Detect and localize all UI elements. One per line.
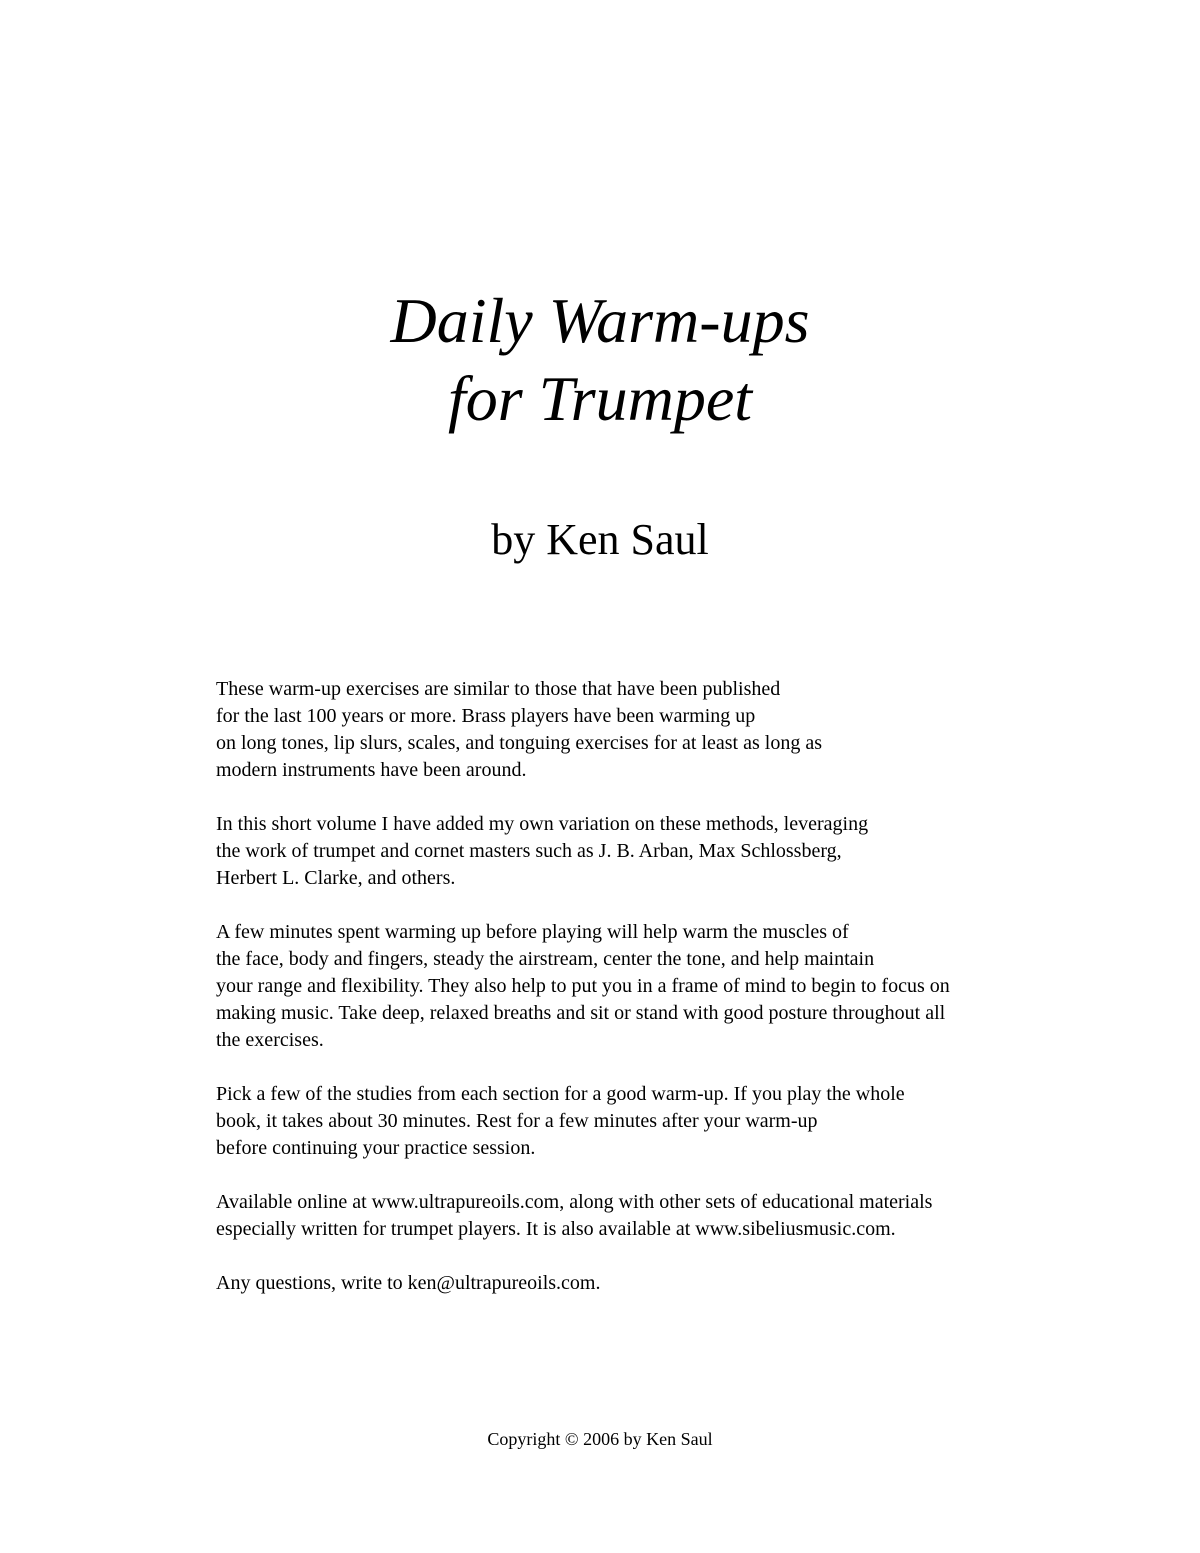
text-line: your range and flexibility. They also help to put you in a frame of mind to begin to focus on (216, 975, 950, 997)
author-byline: by Ken Saul (491, 515, 709, 564)
text-line: the face, body and fingers, steady the airstream, center the tone, and help maintain (216, 948, 875, 970)
paragraph-intro (216, 676, 1176, 784)
text-line: before continuing your practice session. (216, 1137, 536, 1159)
copyright-notice: Copyright © 2006 by Ken Saul (487, 1429, 713, 1449)
paragraph-usage (216, 1081, 1176, 1162)
text-line: book, it takes about 30 minutes. Rest for a few minutes after your warm-up (216, 1110, 818, 1132)
text-line: making music. Take deep, relaxed breaths and sit or stand with good posture throughout all (216, 1002, 946, 1024)
text-line: A few minutes spent warming up before playing will help warm the muscles of (216, 921, 849, 943)
text-line: especially written for trumpet players. It is also available at www.sibeliusmusic.com. (216, 1218, 896, 1240)
text-line: on long tones, lip slurs, scales, and tonguing exercises for at least as long as (216, 732, 822, 754)
text-line: for the last 100 years or more. Brass players have been warming up (216, 705, 756, 727)
paragraph-methods (216, 811, 1176, 892)
title-line-1: Daily Warm-ups (390, 285, 810, 356)
document-title (0, 282, 1200, 438)
title-line-2: for Trumpet (447, 363, 753, 434)
body-text (216, 676, 1176, 1324)
text-line: In this short volume I have added my own variation on these methods, leveraging (216, 813, 869, 835)
paragraph-contact (216, 1270, 1176, 1297)
paragraph-availability (216, 1189, 1176, 1243)
text-line: the exercises. (216, 1029, 324, 1051)
text-line: These warm-up exercises are similar to those that have been published (216, 678, 781, 700)
text-line: Any questions, write to ken@ultrapureoils.com. (216, 1272, 601, 1294)
text-line: modern instruments have been around. (216, 759, 527, 781)
text-line: the work of trumpet and cornet masters such as J. B. Arban, Max Schlossberg, (216, 840, 842, 862)
text-line: Available online at www.ultrapureoils.com, along with other sets of educational materials (216, 1191, 933, 1213)
paragraph-benefits (216, 919, 1176, 1054)
text-line: Pick a few of the studies from each section for a good warm-up. If you play the whole (216, 1083, 905, 1105)
text-line: Herbert L. Clarke, and others. (216, 867, 456, 889)
